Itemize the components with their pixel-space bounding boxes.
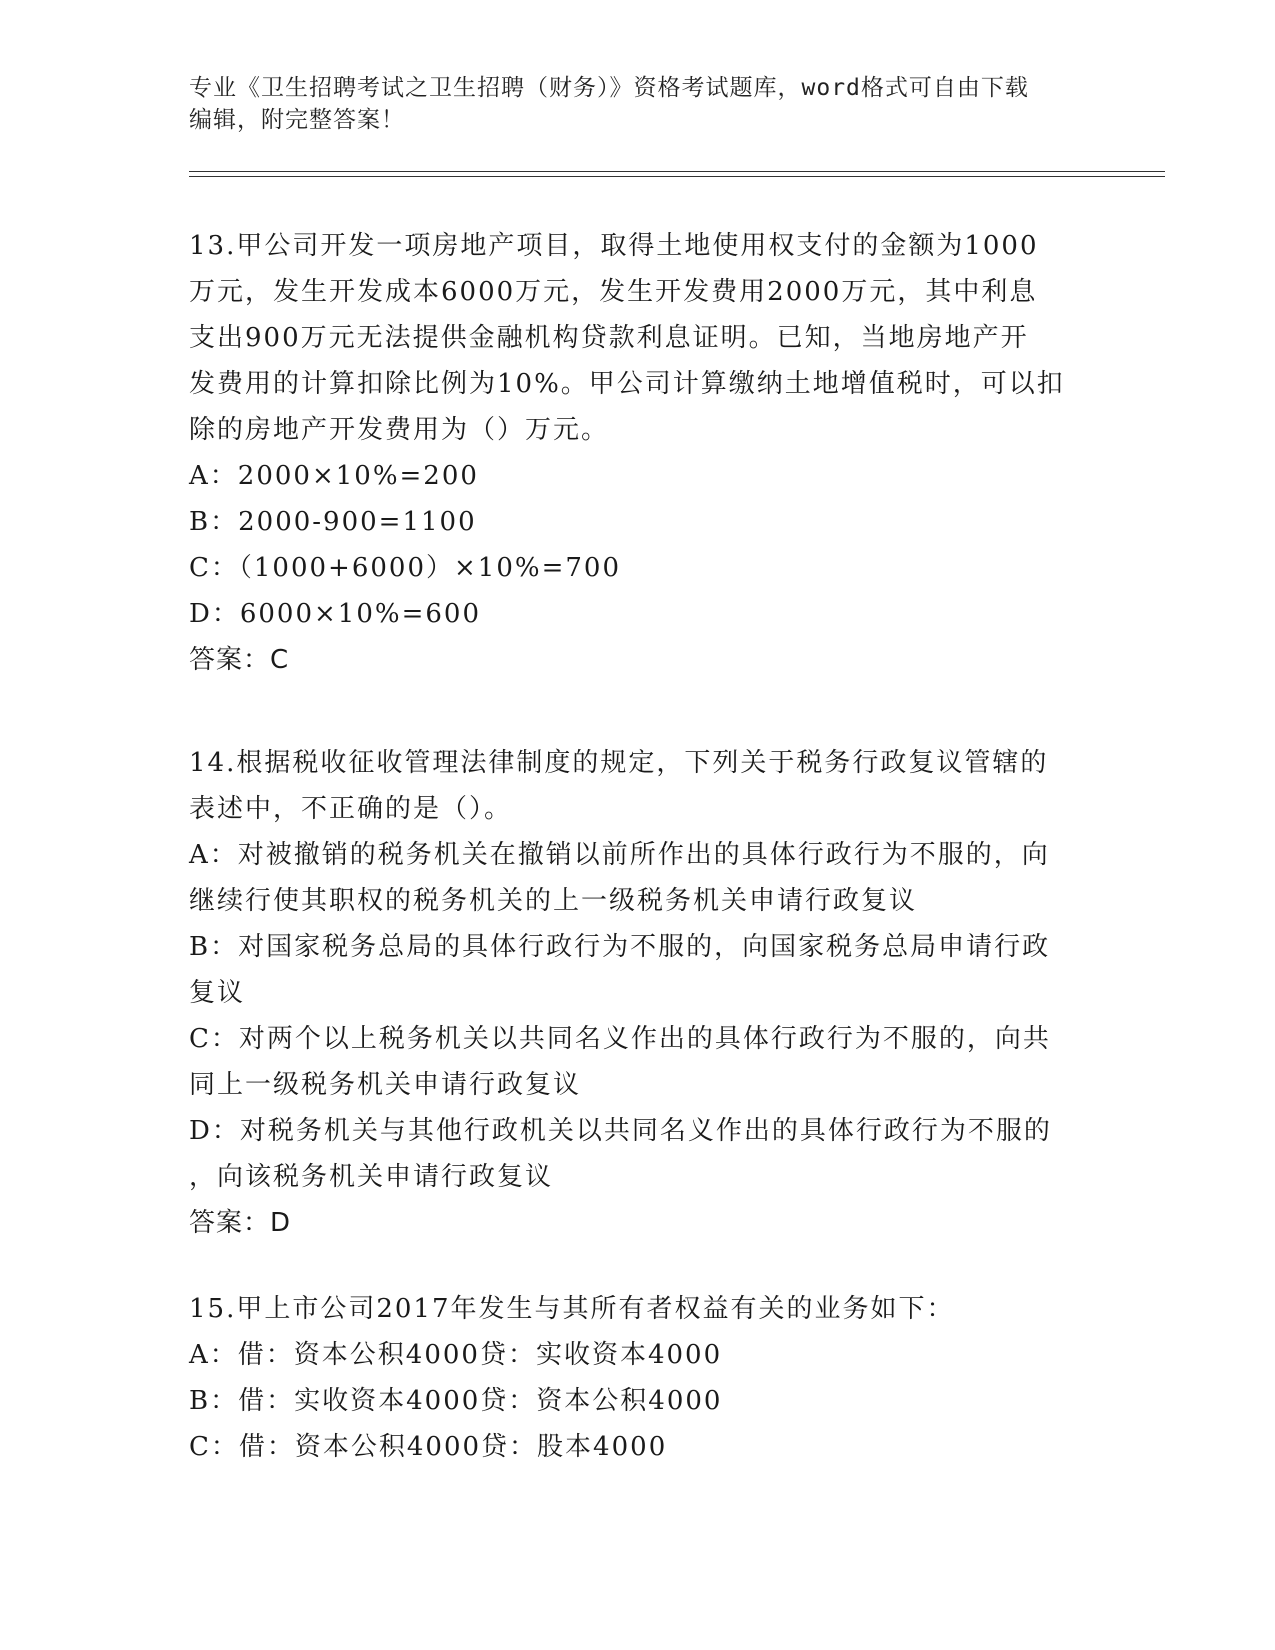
option-a: A：2000×10%=200 (189, 461, 479, 491)
question-stem-line: 13.甲公司开发一项房地产项目，取得土地使用权支付的金额为1000 (189, 231, 1039, 261)
question-15 (189, 1286, 1089, 1470)
option-c: C：借：资本公积4000贷：股本4000 (189, 1432, 668, 1462)
option-d-continued: ，向该税务机关申请行政复议 (189, 1162, 554, 1192)
option-c-continued: 同上一级税务机关申请行政复议 (189, 1070, 582, 1100)
option-b: B：2000-900=1100 (189, 507, 477, 537)
question-14 (189, 740, 1089, 1246)
option-b: B：借：实收资本4000贷：资本公积4000 (189, 1386, 723, 1416)
header-line-1: 专业《卫生招聘考试之卫生招聘（财务）》资格考试题库，word格式可自由下载 (189, 75, 1029, 101)
option-b: B：对国家税务总局的具体行政行为不服的，向国家税务总局申请行政 (189, 932, 1051, 962)
document-header (189, 72, 1079, 136)
option-c: C：对两个以上税务机关以共同名义作出的具体行政行为不服的，向共 (189, 1024, 1051, 1054)
question-stem-line: 15.甲上市公司2017年发生与其所有者权益有关的业务如下： (189, 1294, 955, 1324)
option-a: A：借：资本公积4000贷：实收资本4000 (189, 1340, 723, 1370)
option-a: A：对被撤销的税务机关在撤销以前所作出的具体行政行为不服的，向 (189, 840, 1050, 870)
question-stem-line: 支出900万元无法提供金融机构贷款利息证明。已知，当地房地产开 (189, 323, 1029, 353)
header-divider-bottom (189, 176, 1165, 177)
option-d: D：6000×10%=600 (189, 599, 481, 629)
question-13 (189, 223, 1089, 683)
option-b-continued: 复议 (189, 978, 246, 1008)
header-line-2: 编辑，附完整答案！ (189, 107, 405, 133)
question-stem-line: 发费用的计算扣除比例为10%。甲公司计算缴纳土地增值税时，可以扣 (189, 369, 1065, 399)
option-d: D：对税务机关与其他行政机关以共同名义作出的具体行政行为不服的 (189, 1116, 1052, 1146)
answer-label: 答案：C (189, 645, 290, 675)
header-divider-top (189, 171, 1165, 172)
question-stem-line: 万元，发生开发成本6000万元，发生开发费用2000万元，其中利息 (189, 277, 1038, 307)
answer-label: 答案：D (189, 1208, 292, 1238)
option-c: C：（1000+6000）×10%=700 (189, 553, 622, 583)
question-stem-line: 除的房地产开发费用为（）万元。 (189, 415, 610, 445)
question-stem-line: 14.根据税收征收管理法律制度的规定，下列关于税务行政复议管辖的 (189, 748, 1049, 778)
option-a-continued: 继续行使其职权的税务机关的上一级税务机关申请行政复议 (189, 886, 918, 916)
question-stem-line: 表述中，不正确的是（）。 (189, 794, 513, 824)
